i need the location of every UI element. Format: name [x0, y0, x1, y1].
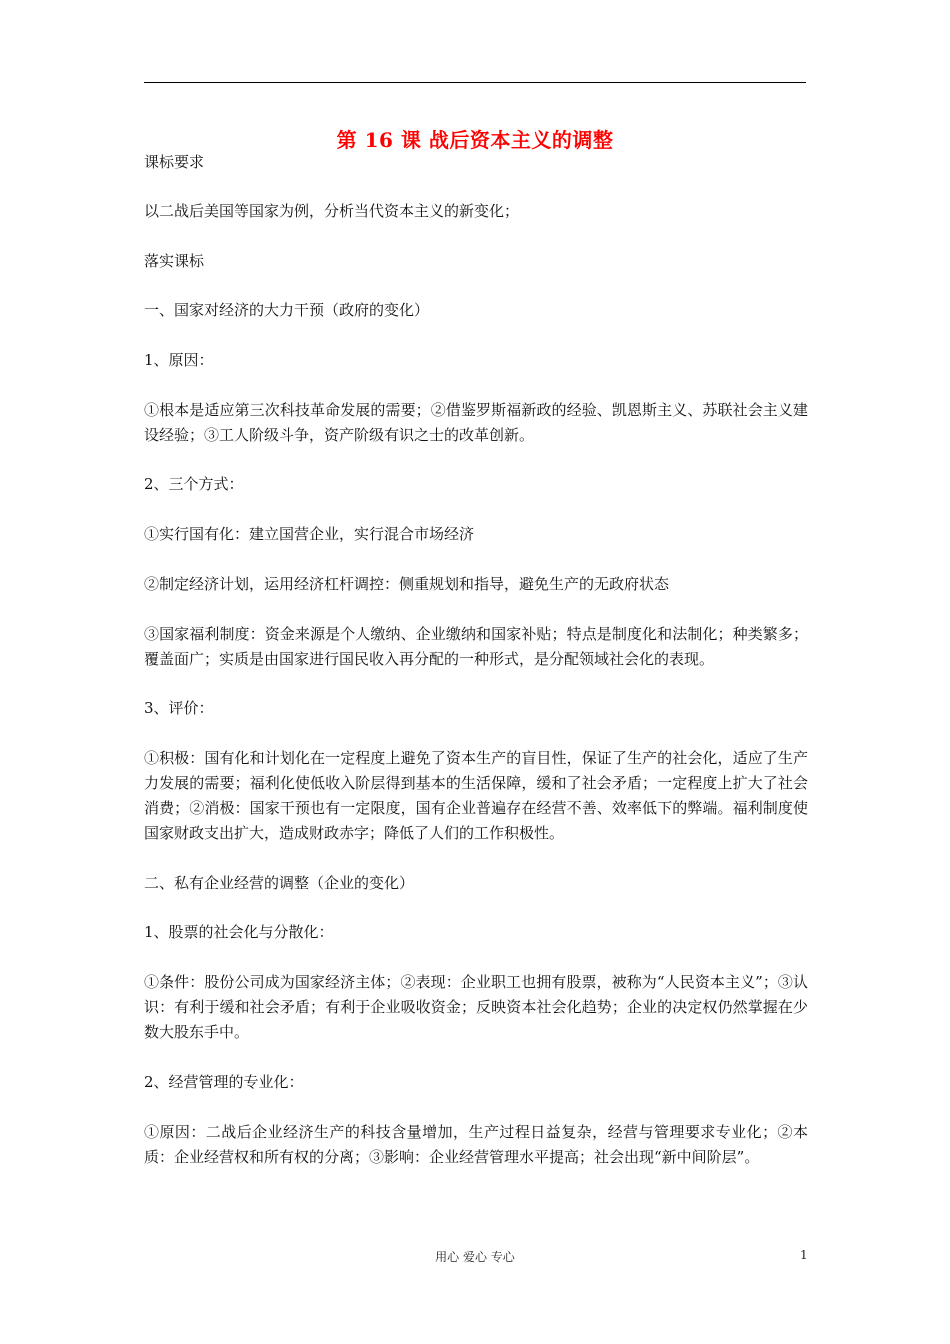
paragraph: ①条件：股份公司成为国家经济主体；②表现：企业职工也拥有股票，被称为“人民资本主义”；③认识：有利于缓和社会矛盾；有利于企业吸收资金；反映资本社会化趋势；企业的决定权仍然掌握在少数大股东手中。 — [144, 973, 808, 1041]
paragraph: ③国家福利制度：资金来源是个人缴纳、企业缴纳和国家补贴；特点是制度化和法制化；种类繁多；覆盖面广；实质是由国家进行国民收入再分配的一种形式，是分配领域社会化的表现。 — [144, 625, 808, 668]
paragraph: ①积极：国有化和计划化在一定程度上避免了资本生产的盲目性，保证了生产的社会化，适应了生产力发展的需要；福利化使低收入阶层得到基本的生活保障，缓和了社会矛盾；一定程度上扩大了社会消费；②消极：国家干预也有一定限度，国有企业普遍存在经营不善、效率低下的弊端。福利制度使国家财政支出扩大，造成财政赤字；降低了人们的工作积极性。 — [144, 749, 808, 842]
section-heading: 二、私有企业经营的调整（企业的变化） — [144, 874, 415, 892]
paragraph: 以二战后美国等国家为例，分析当代资本主义的新变化； — [144, 202, 520, 220]
subheading: 2、三个方式： — [144, 475, 244, 493]
page-number: 1 — [800, 1248, 808, 1262]
header-rule — [144, 82, 806, 83]
subheading: 2、经营管理的专业化： — [144, 1073, 304, 1091]
footer-text: 用心 爱心 专心 — [435, 1250, 515, 1264]
paragraph: ①原因：二战后企业经济生产的科技含量增加，生产过程日益复杂，经营与管理要求专业化；②本质：企业经营权和所有权的分离；③影响：企业经营管理水平提高；社会出现“新中间阶层”。 — [144, 1123, 808, 1166]
paragraph: 课标要求 — [144, 153, 205, 171]
subheading: 1、股票的社会化与分散化： — [144, 923, 334, 941]
subheading: 3、评价： — [144, 699, 214, 717]
document-title: 第 16 课 战后资本主义的调整 — [336, 128, 614, 152]
section-heading: 一、国家对经济的大力干预（政府的变化） — [144, 301, 430, 319]
subheading: 1、原因： — [144, 351, 214, 369]
paragraph: 落实课标 — [144, 252, 205, 270]
paragraph: ②制定经济计划，运用经济杠杆调控：侧重规划和指导，避免生产的无政府状态 — [144, 575, 670, 593]
paragraph: ①根本是适应第三次科技革命发展的需要；②借鉴罗斯福新政的经验、凯恩斯主义、苏联社会主义建设经验；③工人阶级斗争，资产阶级有识之士的改革创新。 — [144, 401, 808, 444]
paragraph: ①实行国有化：建立国营企业，实行混合市场经济 — [144, 525, 475, 543]
